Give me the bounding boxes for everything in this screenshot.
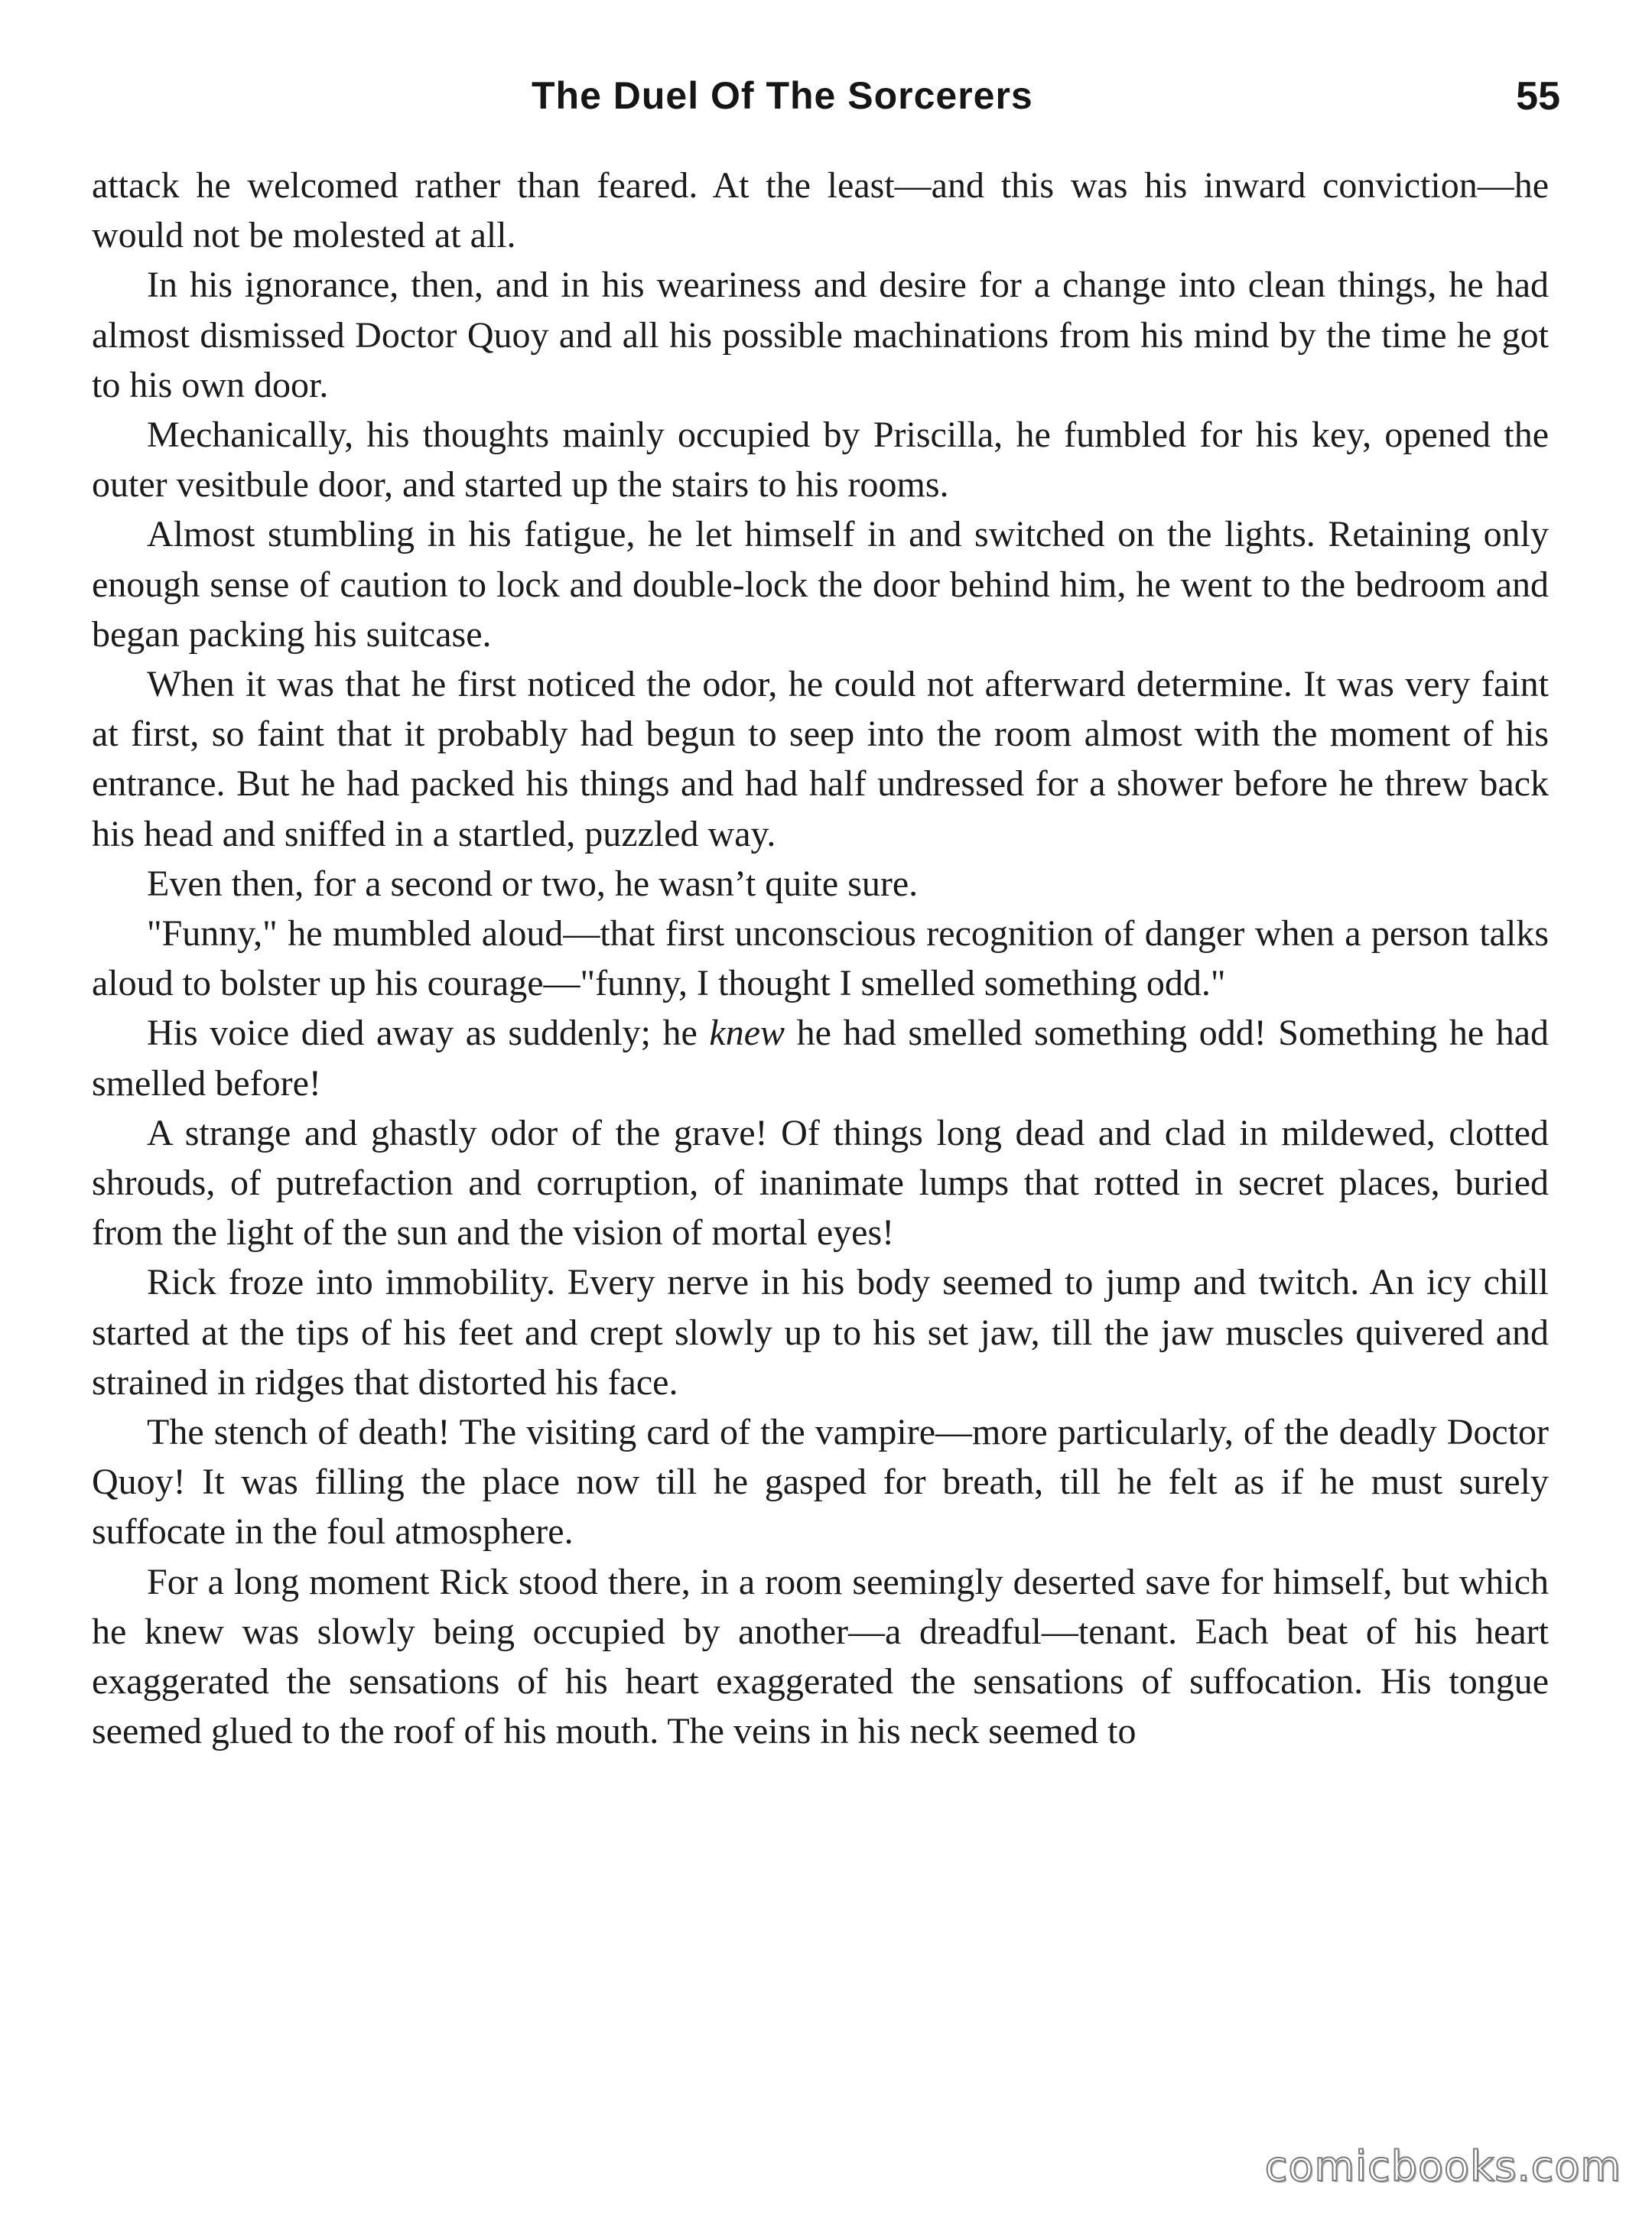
paragraph: The stench of death! The visiting card of the vampire—more particularly, of the deadly Doctor Quoy! It was filling the place now till he gasped for breath, till he felt as if he must surely suffocate in the foul atmosphere. [92,1412,1549,1553]
watermark-logo: comicbooks.com [1264,2142,1621,2190]
emphasized-word: knew [709,1013,785,1054]
paragraph-segment: he had smelled something odd! Something he had smelled before! [92,1013,1550,1104]
running-title: The Duel Of The Sorcerers [532,74,1033,117]
paragraph: A strange and ghastly odor of the grave! Of things long dead and clad in mildewed, clotted shrouds, of putrefaction and corruption, of inanimate lumps that rotted in secret places, buried from the light of the sun and the vision of mortal eyes! [92,1112,1549,1254]
paragraph: Even then, for a second or two, he wasn’t quite sure. [147,863,919,904]
paragraph: When it was that he first noticed the odor, he could not afterward determine. It was very faint at first, so faint that it probably had begun to seep into the room almost with the moment of his entrance. But he had packed his things and had half undressed for a shower before he threw back his head and sniffed in a startled, puzzled way. [92,664,1549,854]
page-number: 55 [1516,74,1560,119]
paragraph-with-emphasis [92,1008,1549,1107]
paragraph-segment: His voice died away as suddenly; he [147,1013,710,1054]
paragraph: Rick froze into immobility. Every nerve in his body seemed to jump and twitch. An icy chill started at the tips of his feet and crept slowly up to his set jaw, till the jaw muscles quivered and strained in ridges that distorted his face. [92,1262,1549,1403]
running-head [92,73,1560,135]
body-text [92,161,1549,1757]
paragraph: Mechanically, his thoughts mainly occupied by Priscilla, he fumbled for his key, opened the outer vesitbule door, and started up the stairs to his rooms. [92,415,1549,506]
paragraph-continuation: attack he welcomed rather than feared. At the least—and this was his inward conviction—he would not be molested at all. [92,165,1549,256]
paragraph: Almost stumbling in his fatigue, he let himself in and switched on the lights. Retaining only enough sense of caution to lock and double-lock the door behind him, he went to the bedroom and began packing his suitcase. [92,514,1549,655]
paragraph: "Funny," he mumbled aloud—that first unconscious recognition of danger when a person talks aloud to bolster up his courage—"funny, I thought I smelled something odd." [92,913,1549,1004]
paragraph: In his ignorance, then, and in his weariness and desire for a change into clean things, he had almost dismissed Doctor Quoy and all his possible machinations from his mind by the time he got to his own door. [92,265,1549,405]
paragraph: For a long moment Rick stood there, in a room seemingly deserted save for himself, but which he knew was slowly being occupied by another—a dreadful—tenant. Each beat of his heart exaggerated the sensations of his heart exaggerated the sensations of suffocation. His tongue seemed glued to the roof of his mouth. The veins in his neck seemed to [92,1561,1549,1752]
